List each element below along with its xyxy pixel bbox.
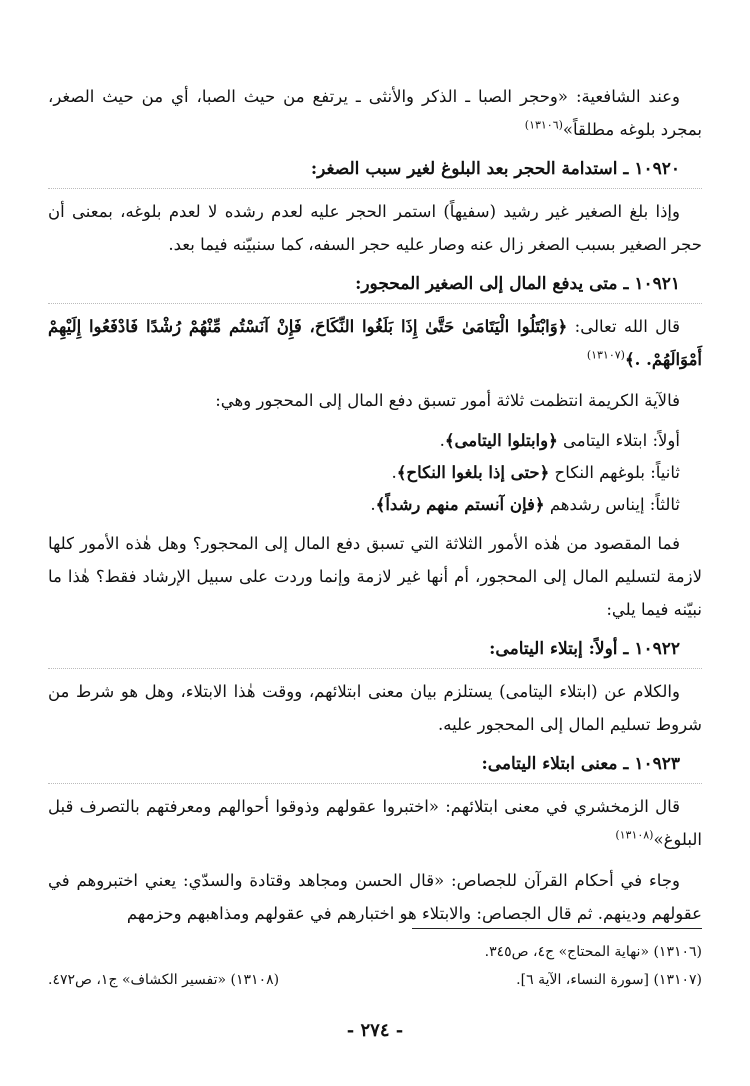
paragraph-shafiiya (48, 80, 702, 146)
footnote-divider (412, 928, 702, 929)
list-item-label: ثالثاً: إيناس رشدهم (549, 495, 680, 514)
footnote: (١٣١٠٦) «نهاية المحتاج» ج٤، ص٣٤٥. (484, 944, 702, 960)
list-item (48, 425, 702, 457)
paragraph-text: وعند الشافعية: «وحجر الصبا ـ الذكر والأنثى ـ يرتفع من حيث الصبا، أي من حيث الصغر، بمجرد بلوغه مطلقاً» (48, 87, 702, 139)
footnote-ref[interactable]: (١٣١٠٧) (586, 348, 625, 362)
list-item-quran: ﴿وابتلوا اليتامى﴾ (444, 431, 558, 450)
section-heading-10922: ١٠٩٢٢ ـ أولاً: إبتلاء اليتامى: (48, 634, 702, 669)
section-heading-10920: ١٠٩٢٠ ـ استدامة الحجر بعد البلوغ لغير سبب الصغر: (48, 154, 702, 189)
three-matters-list (48, 425, 702, 521)
page-number: - ٢٧٤ - (346, 1020, 404, 1041)
page-body (48, 80, 702, 938)
list-item-quran: ﴿حتى إذا بلغوا النكاح﴾ (396, 463, 550, 482)
section-heading-10923: ١٠٩٢٣ ـ معنى ابتلاء اليتامى: (48, 749, 702, 784)
paragraph-quran-verse (48, 310, 702, 376)
section-heading-10921: ١٠٩٢١ ـ متى يدفع المال إلى الصغير المحجور: (48, 269, 702, 304)
footnote-line (48, 966, 702, 994)
paragraph-zamakhshari (48, 790, 702, 856)
paragraph-jassas: وجاء في أحكام القرآن للجصاص: «قال الحسن ومجاهد وقتادة والسدّي: يعني اختبروهم في عقولهم ودينهم. ثم قال الجصاص: والابتلاء هو اختبارهم في عقولهم ومذاهبهم وحزمهم (48, 871, 702, 923)
footnotes (48, 938, 702, 994)
list-item-end: . (439, 431, 445, 450)
footnote-ref[interactable]: (١٣١٠٦) (524, 118, 563, 132)
footnote: (١٣١٠٧) [سورة النساء، الآية ٦]. (516, 972, 702, 988)
paragraph-continued-interdiction: وإذا بلغ الصغير غير رشيد (سفيهاً) استمر الحجر عليه لعدم رشده لا لعدم بلوغه، بمعنى أن حجر الصغير بسبب الصغر زال عنه وصار عليه حجر السفه، كما سنبيّنه فيما بعد. (48, 202, 702, 254)
footnote-ref[interactable]: (١٣١٠٨) (615, 828, 654, 842)
list-item-quran: ﴿فإن آنستم منهم رشداً﴾ (375, 495, 545, 514)
paragraph-text: قال الزمخشري في معنى ابتلائهم: «اختبروا عقولهم وذوقوا أحوالهم ومعرفتهم بالتصرف قبل البلوغ» (48, 797, 702, 849)
list-item (48, 489, 702, 521)
paragraph-three-matters: فالآية الكريمة انتظمت ثلاثة أمور تسبق دفع المال إلى المحجور وهي: (215, 391, 680, 410)
paragraph-testing-orphans: والكلام عن (ابتلاء اليتامى) يستلزم بيان معنى ابتلائهم، ووقت هٰذا الابتلاء، وهل هو شرط من شروط تسليم المال إلى المحجور عليه. (48, 682, 702, 734)
verse-intro: قال الله تعالى: (574, 317, 680, 336)
list-item-end: . (391, 463, 397, 482)
list-item (48, 457, 702, 489)
quran-verse: ﴿وَابْتَلُوا الْيَتَامَىٰ حَتَّىٰ إِذَا بَلَغُوا النِّكَاحَ، فَإِنْ آنَسْتُم مِّنْهُمْ رُشْدًا فَادْفَعُوا إِلَيْهِمْ أَمْوَالَهُمْ. .﴾ (48, 317, 702, 369)
list-item-label: أولاً: ابتلاء اليتامى (563, 431, 680, 450)
list-item-label: ثانياً: بلوغهم النكاح (554, 463, 680, 482)
list-item-end: . (370, 495, 376, 514)
footnote-line (48, 938, 702, 966)
footnote: (١٣١٠٨) «تفسير الكشاف» ج١، ص٤٧٢. (48, 972, 280, 988)
paragraph-question: فما المقصود من هٰذه الأمور الثلاثة التي تسبق دفع المال إلى المحجور؟ وهل هٰذه الأمور كلها لازمة لتسليم المال إلى المحجور، أم أنها غير لازمة وإنما وردت على سبيل الإرشاد فقط؟ هٰذا ما نبيّنه فيما يلي: (48, 534, 702, 619)
